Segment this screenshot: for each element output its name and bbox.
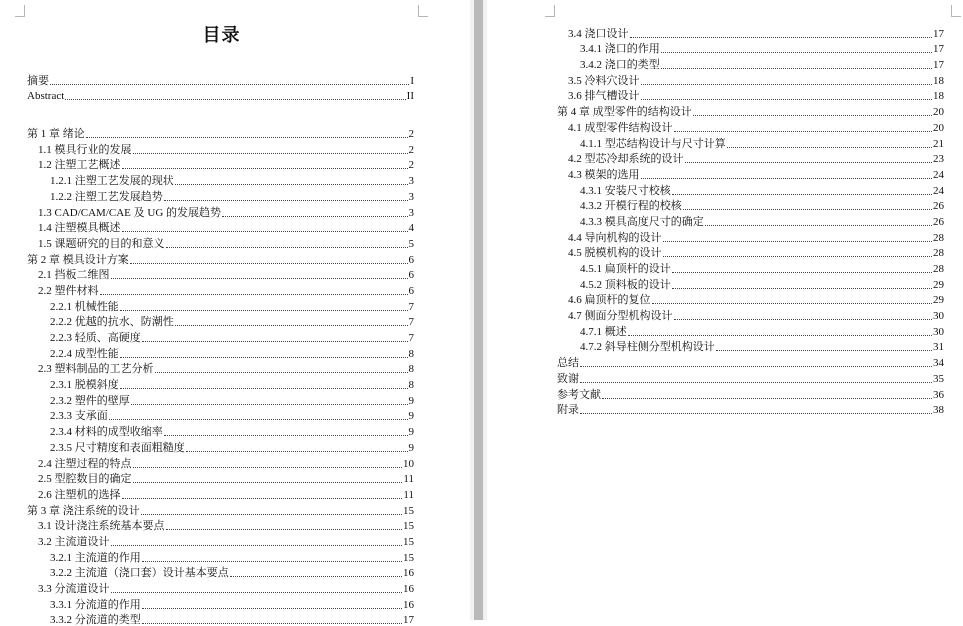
toc-entry-page: 17: [933, 43, 944, 56]
toc-entry-page: 20: [933, 121, 944, 134]
toc-entry-page: 29: [933, 294, 944, 307]
toc-entry-page: II: [406, 90, 414, 103]
toc-dot-leader: [175, 184, 408, 185]
toc-dot-leader: [672, 194, 932, 195]
toc-entry[interactable]: [557, 150, 944, 166]
toc-dot-leader: [705, 225, 932, 226]
toc-entry[interactable]: [557, 369, 944, 385]
toc-entry[interactable]: [27, 391, 414, 407]
toc-dot-leader: [142, 561, 402, 562]
toc-dot-leader: [230, 576, 402, 577]
toc-entry-label: 摘要: [27, 74, 49, 87]
toc-entry-label: 4.7.2 斜导柱侧分型机构设计: [580, 341, 715, 354]
toc-entry[interactable]: [27, 234, 414, 250]
page-divider: [474, 0, 483, 620]
toc-entry-page: 38: [933, 404, 944, 417]
toc-entry[interactable]: [557, 134, 944, 150]
toc-entry-page: 15: [403, 551, 414, 564]
toc-entry-label: 2.3.2 塑件的壁厚: [50, 394, 130, 407]
toc-dot-leader: [602, 398, 932, 399]
toc-entry-label: 1.5 课题研究的目的和意义: [38, 237, 165, 250]
toc-entry-page: 3: [408, 206, 414, 219]
toc-entry[interactable]: [557, 228, 944, 244]
toc-list-right: [557, 24, 944, 416]
toc-entry[interactable]: [557, 87, 944, 103]
toc-dot-leader: [580, 366, 932, 367]
left-page: [0, 0, 470, 626]
toc-dot-leader: [141, 514, 402, 515]
toc-entry-page: 7: [408, 316, 414, 329]
toc-entry-label: 1.3 CAD/CAM/CAE 及 UG 的发展趋势: [38, 206, 222, 219]
toc-entry-page: 17: [933, 27, 944, 40]
toc-entry-label: 2.3.4 材料的成型收缩率: [50, 426, 163, 439]
toc-entry-page: 5: [408, 237, 414, 250]
toc-dot-leader: [685, 162, 933, 163]
toc-entry-page: 8: [408, 347, 414, 360]
toc-entry-label: 第 4 章 成型零件的结构设计: [557, 106, 692, 119]
toc-entry-page: 3: [408, 175, 414, 188]
toc-entry-label: 4.5.1 扁顶杆的设计: [580, 263, 671, 275]
toc-entry[interactable]: [27, 219, 414, 235]
toc-entry-label: 4.7.1 概述: [580, 325, 627, 338]
toc-entry-label: 第 2 章 模具设计方案: [27, 253, 129, 266]
toc-dot-leader: [164, 435, 408, 436]
toc-entry-label: 1.2 注塑工艺概述: [38, 159, 121, 172]
toc-entry[interactable]: [557, 306, 944, 322]
toc-entry-page: 7: [408, 332, 414, 344]
toc-dot-leader: [652, 303, 933, 304]
toc-entry-label: 3.2.1 主流道的作用: [50, 551, 141, 564]
crop-mark-top-right: [951, 5, 961, 17]
toc-entry-page: 21: [933, 137, 944, 150]
toc-entry-label: 4.6 扁顶杆的复位: [568, 294, 651, 307]
toc-entry-label: 1.2.2 注塑工艺发展趋势: [50, 190, 163, 203]
toc-entry-page: 9: [408, 441, 414, 454]
toc-entry-page: 7: [408, 300, 414, 313]
toc-dot-leader: [133, 467, 403, 468]
toc-entry-page: 9: [408, 394, 414, 407]
toc-entry[interactable]: [27, 313, 414, 329]
toc-entry-label: 2.5 型腔数目的确定: [38, 473, 132, 486]
toc-entry[interactable]: [27, 485, 414, 501]
toc-dot-leader: [693, 115, 932, 116]
toc-entry-label: 4.4 导向机构的设计: [568, 231, 662, 244]
toc-entry-label: 附录: [557, 404, 579, 417]
toc-entry-page: 16: [403, 583, 414, 595]
toc-entry-page: 18: [933, 74, 944, 87]
toc-entry[interactable]: [27, 375, 414, 391]
toc-entry[interactable]: [27, 360, 414, 376]
toc-dot-leader: [130, 263, 408, 264]
toc-entry-page: 28: [933, 247, 944, 260]
toc-entry[interactable]: [557, 212, 944, 228]
toc-entry-label: 1.4 注塑模具概述: [38, 222, 121, 235]
toc-entry-page: 17: [933, 59, 944, 72]
toc-entry[interactable]: [27, 454, 414, 470]
toc-entry-page: 4: [408, 222, 414, 235]
toc-entry-page: 18: [933, 90, 944, 103]
toc-entry-page: 29: [933, 278, 944, 291]
toc-entry-page: 28: [933, 231, 944, 244]
toc-entry-page: 31: [933, 341, 944, 354]
toc-entry-label: 2.2 塑件材料: [38, 284, 99, 297]
toc-dot-leader: [111, 545, 403, 546]
toc-entry-page: 24: [933, 184, 944, 197]
toc-entry-page: 36: [933, 388, 944, 401]
toc-entry-label: 3.3 分流道设计: [38, 583, 110, 595]
toc-entry[interactable]: [27, 124, 414, 140]
toc-entry[interactable]: [557, 259, 944, 275]
toc-entry-label: 3.1 设计浇注系统基本要点: [38, 520, 165, 533]
toc-dot-leader: [580, 413, 932, 414]
toc-entry-label: 3.3.1 分流道的作用: [50, 598, 141, 611]
crop-mark-top-right: [418, 5, 428, 17]
toc-dot-leader: [109, 419, 408, 420]
toc-entry-page: 24: [933, 168, 944, 181]
toc-entry-page: 16: [403, 598, 414, 611]
toc-entry-label: 2.1 挡板二维图: [38, 269, 110, 282]
toc-entry-page: 2: [408, 143, 414, 156]
toc-dot-leader: [628, 335, 932, 336]
toc-entry-page: 34: [933, 357, 944, 370]
toc-dot-leader: [133, 482, 403, 483]
toc-entry-label: 第 1 章 绪论: [27, 128, 85, 141]
toc-entry-label: 总结: [557, 357, 579, 370]
toc-dot-leader: [86, 137, 408, 138]
toc-entry-page: 8: [408, 363, 414, 376]
toc-entry-label: 3.6 排气槽设计: [568, 90, 640, 103]
toc-entry-page: 3: [408, 190, 414, 203]
toc-entry-page: 2: [408, 159, 414, 172]
toc-entry-label: 2.3.5 尺寸精度和表面粗糙度: [50, 441, 185, 454]
toc-entry-label: 2.3.3 支承面: [50, 410, 108, 423]
toc-entry-label: 3.2.2 主流道（浇口套）设计基本要点: [50, 567, 229, 580]
toc-dot-leader: [716, 350, 932, 351]
toc-dot-leader: [630, 37, 933, 38]
toc-dot-leader: [111, 278, 408, 279]
toc-dot-leader: [131, 404, 408, 405]
toc-entry-page: I: [410, 74, 414, 87]
toc-entry-label: 4.7 侧面分型机构设计: [568, 310, 673, 323]
toc-entry-label: 4.3.1 安装尺寸校核: [580, 184, 671, 197]
toc-entry-page: 15: [403, 535, 414, 548]
toc-entry[interactable]: [27, 187, 414, 203]
toc-dot-leader: [661, 52, 932, 53]
toc-dot-leader: [122, 168, 408, 169]
toc-entry[interactable]: [27, 517, 414, 533]
toc-entry[interactable]: [557, 244, 944, 260]
toc-entry-page: 10: [403, 457, 414, 470]
toc-entry[interactable]: [27, 71, 414, 87]
toc-entry[interactable]: [27, 470, 414, 486]
toc-entry[interactable]: [27, 422, 414, 438]
toc-entry-label: 4.1.1 型芯结构设计与尺寸计算: [580, 137, 726, 150]
toc-entry-label: 2.2.4 成型性能: [50, 347, 119, 360]
crop-mark-top-left: [545, 5, 555, 17]
toc-entry-label: 4.2 型芯冷却系统的设计: [568, 153, 684, 166]
toc-entry[interactable]: [557, 118, 944, 134]
toc-entry[interactable]: [27, 140, 414, 156]
toc-dot-leader: [641, 84, 933, 85]
toc-entry-label: 3.3.2 分流道的类型: [50, 614, 141, 626]
toc-dot-leader: [166, 529, 403, 530]
toc-dot-leader: [641, 178, 933, 179]
toc-dot-leader: [727, 147, 932, 148]
toc-entry-label: 3.4.1 浇口的作用: [580, 43, 660, 56]
toc-entry-label: 2.2.1 机械性能: [50, 300, 119, 313]
toc-entry[interactable]: [557, 275, 944, 291]
toc-dot-leader: [672, 288, 932, 289]
toc-dot-leader: [175, 325, 408, 326]
toc-entry-page: 30: [933, 325, 944, 338]
toc-dot-leader: [166, 247, 408, 248]
toc-entry-label: 3.2 主流道设计: [38, 535, 110, 548]
toc-entry-label: 4.5 脱模机构的设计: [568, 247, 662, 260]
toc-entry[interactable]: [557, 338, 944, 354]
toc-entry-page: 28: [933, 263, 944, 275]
toc-entry-page: 11: [403, 488, 414, 501]
toc-entry-label: 2.4 注塑过程的特点: [38, 457, 132, 470]
toc-entry-label: 1.2.1 注塑工艺发展的现状: [50, 175, 174, 188]
toc-entry[interactable]: [27, 595, 414, 611]
toc-entry[interactable]: [557, 165, 944, 181]
toc-dot-leader: [142, 341, 408, 342]
toc-entry-page: 35: [933, 372, 944, 385]
toc-dot-leader: [142, 608, 402, 609]
toc-entry-label: 2.2.2 优越的抗水、防潮性: [50, 316, 174, 329]
toc-entry[interactable]: [27, 548, 414, 564]
toc-entry[interactable]: [557, 322, 944, 338]
toc-entry-label: 2.3.1 脱模斜度: [50, 379, 119, 392]
toc-title: 目录: [202, 25, 241, 45]
toc-entry[interactable]: [557, 71, 944, 87]
right-page: [487, 0, 963, 620]
toc-entry-label: 1.1 模具行业的发展: [38, 143, 132, 156]
toc-list-left: [27, 71, 414, 626]
toc-entry[interactable]: [557, 197, 944, 213]
toc-entry[interactable]: [27, 281, 414, 297]
toc-entry-page: 6: [408, 269, 414, 282]
toc-entry-label: 4.1 成型零件结构设计: [568, 121, 673, 134]
toc-entry[interactable]: [557, 24, 944, 40]
toc-entry[interactable]: [27, 564, 414, 580]
toc-dot-leader: [663, 241, 933, 242]
toc-dot-leader: [580, 382, 932, 383]
toc-dot-leader: [164, 200, 408, 201]
toc-entry-page: 9: [408, 410, 414, 423]
toc-entry-label: 4.3 模架的选用: [568, 168, 640, 181]
toc-entry-label: 2.2.3 轻质、高硬度: [50, 332, 141, 344]
toc-entry[interactable]: [27, 611, 414, 626]
toc-entry-page: 16: [403, 567, 414, 580]
toc-dot-leader: [155, 372, 408, 373]
toc-entry[interactable]: [557, 401, 944, 417]
toc-entry[interactable]: [27, 532, 414, 548]
toc-dot-leader: [122, 231, 408, 232]
toc-entry[interactable]: [557, 181, 944, 197]
toc-entry-page: 20: [933, 106, 944, 119]
toc-dot-leader: [641, 99, 933, 100]
toc-entry[interactable]: [27, 501, 414, 517]
toc-entry[interactable]: [557, 291, 944, 307]
toc-dot-leader: [186, 451, 408, 452]
toc-entry[interactable]: [557, 353, 944, 369]
toc-entry[interactable]: [27, 579, 414, 595]
toc-dot-leader: [222, 216, 407, 217]
toc-dot-leader: [65, 99, 405, 100]
toc-entry[interactable]: [27, 328, 414, 344]
crop-mark-top-left: [15, 5, 25, 17]
toc-entry[interactable]: [557, 102, 944, 118]
toc-dot-leader: [111, 592, 403, 593]
toc-dot-leader: [674, 319, 933, 320]
toc-entry[interactable]: [557, 40, 944, 56]
toc-entry[interactable]: [557, 385, 944, 401]
toc-entry-page: 11: [403, 473, 414, 486]
toc-entry[interactable]: [557, 55, 944, 71]
toc-entry-page: 23: [933, 153, 944, 166]
toc-entry[interactable]: [27, 250, 414, 266]
toc-dot-leader: [100, 294, 408, 295]
toc-dot-leader: [672, 272, 932, 273]
toc-entry[interactable]: [27, 87, 414, 103]
toc-entry-label: 4.3.3 模具高度尺寸的确定: [580, 215, 704, 228]
toc-entry-page: 15: [403, 504, 414, 517]
toc-dot-leader: [120, 357, 408, 358]
toc-dot-leader: [663, 256, 933, 257]
toc-entry-page: 15: [403, 520, 414, 533]
toc-entry-label: 3.4.2 浇口的类型: [580, 59, 660, 72]
toc-dot-leader: [50, 84, 409, 85]
toc-entry-page: 6: [408, 253, 414, 266]
toc-dot-leader: [122, 498, 403, 499]
toc-entry-label: 4.5.2 顶料板的设计: [580, 278, 671, 291]
toc-entry-page: 6: [408, 284, 414, 297]
toc-entry[interactable]: [27, 203, 414, 219]
toc-entry-label: 致谢: [557, 372, 579, 385]
toc-entry-page: 26: [933, 215, 944, 228]
toc-entry-label: Abstract: [27, 90, 65, 103]
toc-dot-leader: [120, 310, 408, 311]
toc-entry-page: 30: [933, 310, 944, 323]
toc-dot-leader: [142, 623, 402, 624]
toc-entry-label: 2.3 塑料制品的工艺分析: [38, 363, 154, 376]
toc-entry-label: 3.5 冷料穴设计: [568, 74, 640, 87]
toc-dot-leader: [661, 68, 932, 69]
toc-entry[interactable]: [27, 266, 414, 282]
toc-entry-label: 第 3 章 浇注系统的设计: [27, 504, 140, 517]
toc-entry[interactable]: [27, 297, 414, 313]
toc-entry-page: 26: [933, 200, 944, 213]
toc-dot-leader: [674, 131, 933, 132]
toc-entry[interactable]: [27, 407, 414, 423]
toc-entry[interactable]: [27, 156, 414, 172]
toc-entry-label: 3.4 浇口设计: [568, 27, 629, 40]
toc-dot-leader: [683, 209, 932, 210]
toc-dot-leader: [133, 153, 408, 154]
toc-entry-page: 2: [408, 128, 414, 141]
toc-entry[interactable]: [27, 344, 414, 360]
toc-entry[interactable]: [27, 438, 414, 454]
toc-entry[interactable]: [27, 171, 414, 187]
toc-entry-page: 8: [408, 379, 414, 392]
toc-entry-label: 4.3.2 开模行程的校核: [580, 200, 682, 213]
toc-entry-label: 2.6 注塑机的选择: [38, 488, 121, 501]
toc-dot-leader: [120, 388, 408, 389]
toc-entry-page: 17: [403, 614, 414, 626]
toc-entry-label: 参考文献: [557, 388, 601, 401]
toc-entry-page: 9: [408, 426, 414, 439]
